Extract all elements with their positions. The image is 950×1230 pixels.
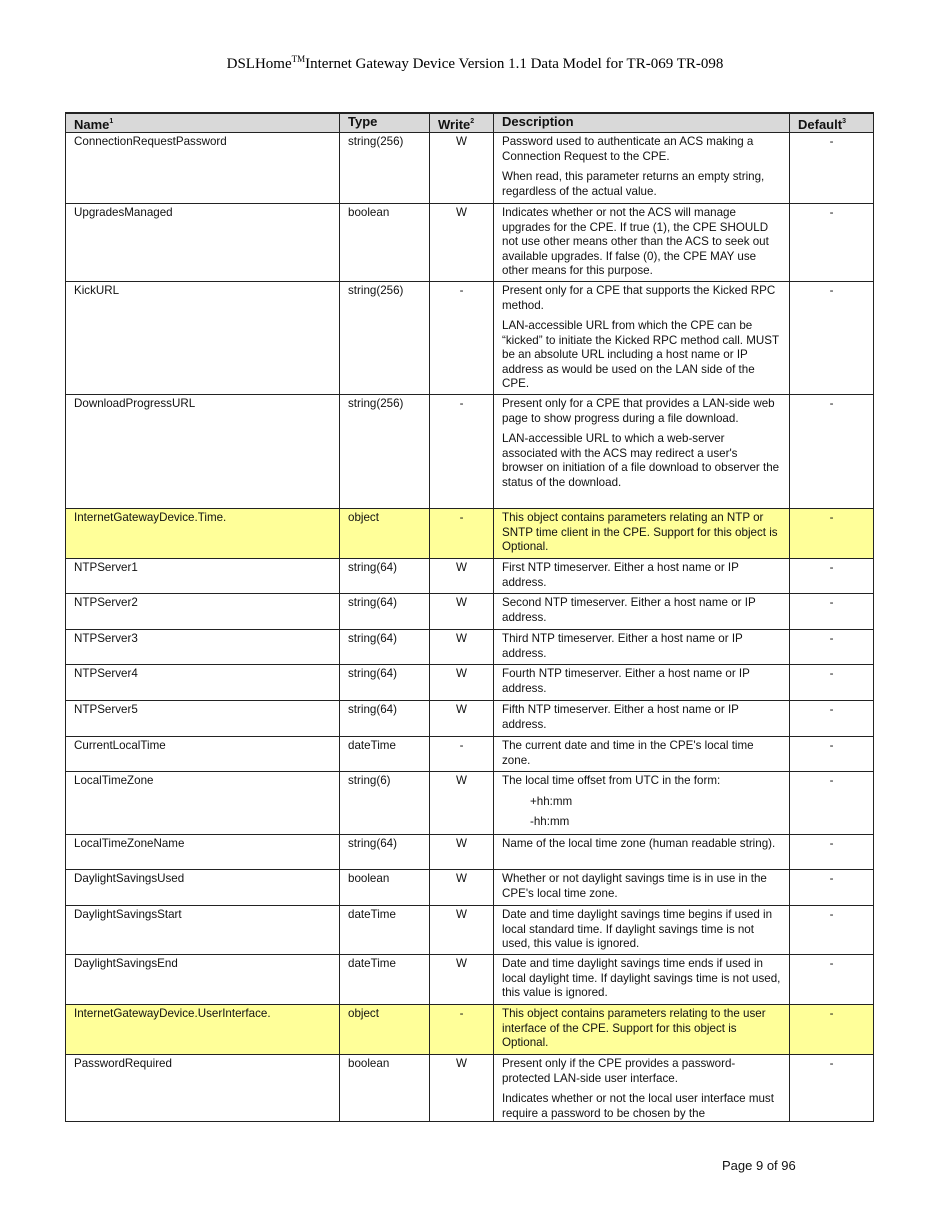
parameter-table [65, 112, 874, 1122]
param-default: - [790, 630, 874, 665]
param-write: W [430, 594, 494, 630]
table-row [66, 870, 874, 906]
table-row [66, 955, 874, 1005]
param-default: - [790, 509, 874, 559]
param-description [494, 204, 790, 282]
table-row [66, 835, 874, 870]
footnote-ref: 3 [842, 118, 846, 125]
param-name: CurrentLocalTime [66, 737, 340, 772]
column-header-write: Write$^2$ [430, 113, 494, 133]
param-description [494, 870, 790, 906]
description-paragraph: This object contains parameters relating to the user interface of the CPE. Support for this object is Optional. [502, 1007, 766, 1049]
param-default: - [790, 204, 874, 282]
param-write: W [430, 955, 494, 1005]
param-name: NTPServer2 [66, 594, 340, 630]
description-paragraph: -hh:mm [530, 815, 570, 828]
table-header-row [66, 113, 874, 133]
param-name: InternetGatewayDevice.Time. [66, 509, 340, 559]
table-row [66, 737, 874, 772]
table-row [66, 594, 874, 630]
param-default: - [790, 835, 874, 870]
param-write: W [430, 665, 494, 701]
param-description [494, 559, 790, 594]
table-row [66, 282, 874, 395]
param-default: - [790, 870, 874, 906]
param-type: object [340, 509, 430, 559]
description-paragraph: The current date and time in the CPE's local time zone. [502, 739, 754, 767]
param-type: dateTime [340, 906, 430, 955]
param-type: string(64) [340, 594, 430, 630]
param-write: W [430, 772, 494, 835]
description-paragraph: Fifth NTP timeserver. Either a host name or IP address. [502, 703, 739, 731]
param-description [494, 1005, 790, 1055]
description-paragraph: +hh:mm [530, 794, 573, 808]
param-name: KickURL [66, 282, 340, 395]
description-paragraph: Password used to authenticate an ACS making a Connection Request to the CPE. [502, 135, 754, 163]
object-row [66, 509, 874, 559]
param-name: PasswordRequired [66, 1055, 340, 1122]
param-default: - [790, 395, 874, 509]
param-description [494, 835, 790, 870]
param-type: string(64) [340, 665, 430, 701]
param-description [494, 594, 790, 630]
column-header-description: Description [494, 113, 790, 133]
param-description [494, 509, 790, 559]
description-paragraph: LAN-accessible URL to which a web-server associated with the ACS may redirect a user's browser on initiation of a file download to observer the status of the download. [502, 432, 780, 489]
param-description [494, 1055, 790, 1122]
param-type: string(256) [340, 133, 430, 204]
param-type: string(256) [340, 282, 430, 395]
param-type: dateTime [340, 955, 430, 1005]
param-default: - [790, 737, 874, 772]
param-write: W [430, 835, 494, 870]
description-paragraph: Present only for a CPE that provides a LAN-side web page to show progress during a file download. [502, 397, 775, 425]
param-description [494, 906, 790, 955]
param-default: - [790, 955, 874, 1005]
param-description [494, 772, 790, 835]
param-description [494, 665, 790, 701]
param-write: W [430, 701, 494, 737]
param-default: - [790, 594, 874, 630]
param-description [494, 737, 790, 772]
description-paragraph: Date and time daylight savings time ends if used in local daylight time. If daylight savings time is not used, this value is ignored. [502, 957, 781, 999]
table-row [66, 204, 874, 282]
param-default: - [790, 1005, 874, 1055]
param-write: W [430, 559, 494, 594]
column-header-default: Default$^3$ [790, 113, 874, 133]
header-title-post: Internet Gateway Device Version 1.1 Data Model for TR-069 TR-098 [305, 56, 724, 72]
description-paragraph: LAN-accessible URL from which the CPE can be “kicked” to initiate the Kicked RPC method call. MUST be an absolute URL including a host name or IP address as would be used on the LAN side of the CPE. [502, 319, 779, 390]
table-row [66, 133, 874, 204]
param-write: W [430, 870, 494, 906]
param-name: NTPServer5 [66, 701, 340, 737]
param-description [494, 395, 790, 509]
param-description [494, 630, 790, 665]
description-paragraph: The local time offset from UTC in the form: [502, 774, 721, 787]
table-row [66, 559, 874, 594]
column-header-name: Name$^1$ [66, 113, 340, 133]
param-default: - [790, 772, 874, 835]
param-write: - [430, 395, 494, 509]
param-name: NTPServer3 [66, 630, 340, 665]
table-row [66, 1055, 874, 1122]
param-default: - [790, 133, 874, 204]
description-paragraph: Present only for a CPE that supports the Kicked RPC method. [502, 284, 776, 312]
param-write: - [430, 1005, 494, 1055]
description-paragraph: Whether or not daylight savings time is in use in the CPE's local time zone. [502, 872, 767, 900]
document-header [0, 54, 950, 73]
description-paragraph: This object contains parameters relating an NTP or SNTP time client in the CPE. Support for this object is Optional. [502, 511, 778, 553]
table-row [66, 701, 874, 737]
param-name: ConnectionRequestPassword [66, 133, 340, 204]
param-name: UpgradesManaged [66, 204, 340, 282]
param-name: LocalTimeZoneName [66, 835, 340, 870]
trademark-mark: TM [291, 54, 306, 64]
param-default: - [790, 1055, 874, 1122]
header-title-pre: DSLHome [226, 56, 292, 72]
footnote-ref: 2 [470, 118, 475, 125]
description-paragraph: Indicates whether or not the local user interface must require a password to be chosen by the [502, 1092, 774, 1120]
param-type: boolean [340, 1055, 430, 1122]
param-description [494, 955, 790, 1005]
param-name: NTPServer4 [66, 665, 340, 701]
param-write: - [430, 737, 494, 772]
description-paragraph: Indicates whether or not the ACS will manage upgrades for the CPE. If true (1), the CPE SHOULD not use other means other than the ACS to seek out available upgrades. If false (0), the CPE MAY use other means for this purpose. [502, 206, 769, 277]
param-description [494, 701, 790, 737]
param-name: DaylightSavingsUsed [66, 870, 340, 906]
description-paragraph: Fourth NTP timeserver. Either a host name or IP address. [502, 667, 750, 695]
param-write: W [430, 133, 494, 204]
object-row [66, 1005, 874, 1055]
table-row [66, 906, 874, 955]
param-write: W [430, 906, 494, 955]
param-name: LocalTimeZone [66, 772, 340, 835]
param-default: - [790, 701, 874, 737]
param-type: string(256) [340, 395, 430, 509]
param-description [494, 282, 790, 395]
param-name: DaylightSavingsEnd [66, 955, 340, 1005]
param-write: W [430, 630, 494, 665]
param-name: NTPServer1 [66, 559, 340, 594]
param-type: string(64) [340, 630, 430, 665]
param-type: dateTime [340, 737, 430, 772]
description-paragraph: Second NTP timeserver. Either a host name or IP address. [502, 596, 756, 624]
param-write: W [430, 1055, 494, 1122]
description-paragraph: When read, this parameter returns an empty string, regardless of the actual value. [502, 170, 765, 198]
table-row [66, 395, 874, 509]
description-paragraph: Third NTP timeserver. Either a host name or IP address. [502, 632, 743, 660]
param-type: string(64) [340, 559, 430, 594]
param-default: - [790, 906, 874, 955]
param-type: boolean [340, 870, 430, 906]
param-write: W [430, 204, 494, 282]
description-paragraph: Present only if the CPE provides a password-protected LAN-side user interface. [502, 1057, 736, 1085]
description-paragraph: First NTP timeserver. Either a host name or IP address. [502, 561, 739, 589]
footnote-ref: 1 [109, 118, 114, 125]
param-default: - [790, 665, 874, 701]
table-row [66, 665, 874, 701]
param-name: InternetGatewayDevice.UserInterface. [66, 1005, 340, 1055]
description-paragraph: Date and time daylight savings time begins if used in local standard time. If daylight savings time is not used, this value is ignored. [502, 908, 773, 950]
column-header-type: Type [340, 113, 430, 133]
description-paragraph: Name of the local time zone (human readable string). [502, 837, 776, 850]
param-write: - [430, 509, 494, 559]
param-default: - [790, 559, 874, 594]
table-row [66, 772, 874, 835]
param-type: string(64) [340, 835, 430, 870]
param-default: - [790, 282, 874, 395]
param-name: DaylightSavingsStart [66, 906, 340, 955]
param-write: - [430, 282, 494, 395]
param-name: DownloadProgressURL [66, 395, 340, 509]
page-number: Page 9 of 96 [722, 1158, 796, 1173]
param-description [494, 133, 790, 204]
param-type: string(64) [340, 701, 430, 737]
table-row [66, 630, 874, 665]
param-type: boolean [340, 204, 430, 282]
param-type: object [340, 1005, 430, 1055]
param-type: string(6) [340, 772, 430, 835]
